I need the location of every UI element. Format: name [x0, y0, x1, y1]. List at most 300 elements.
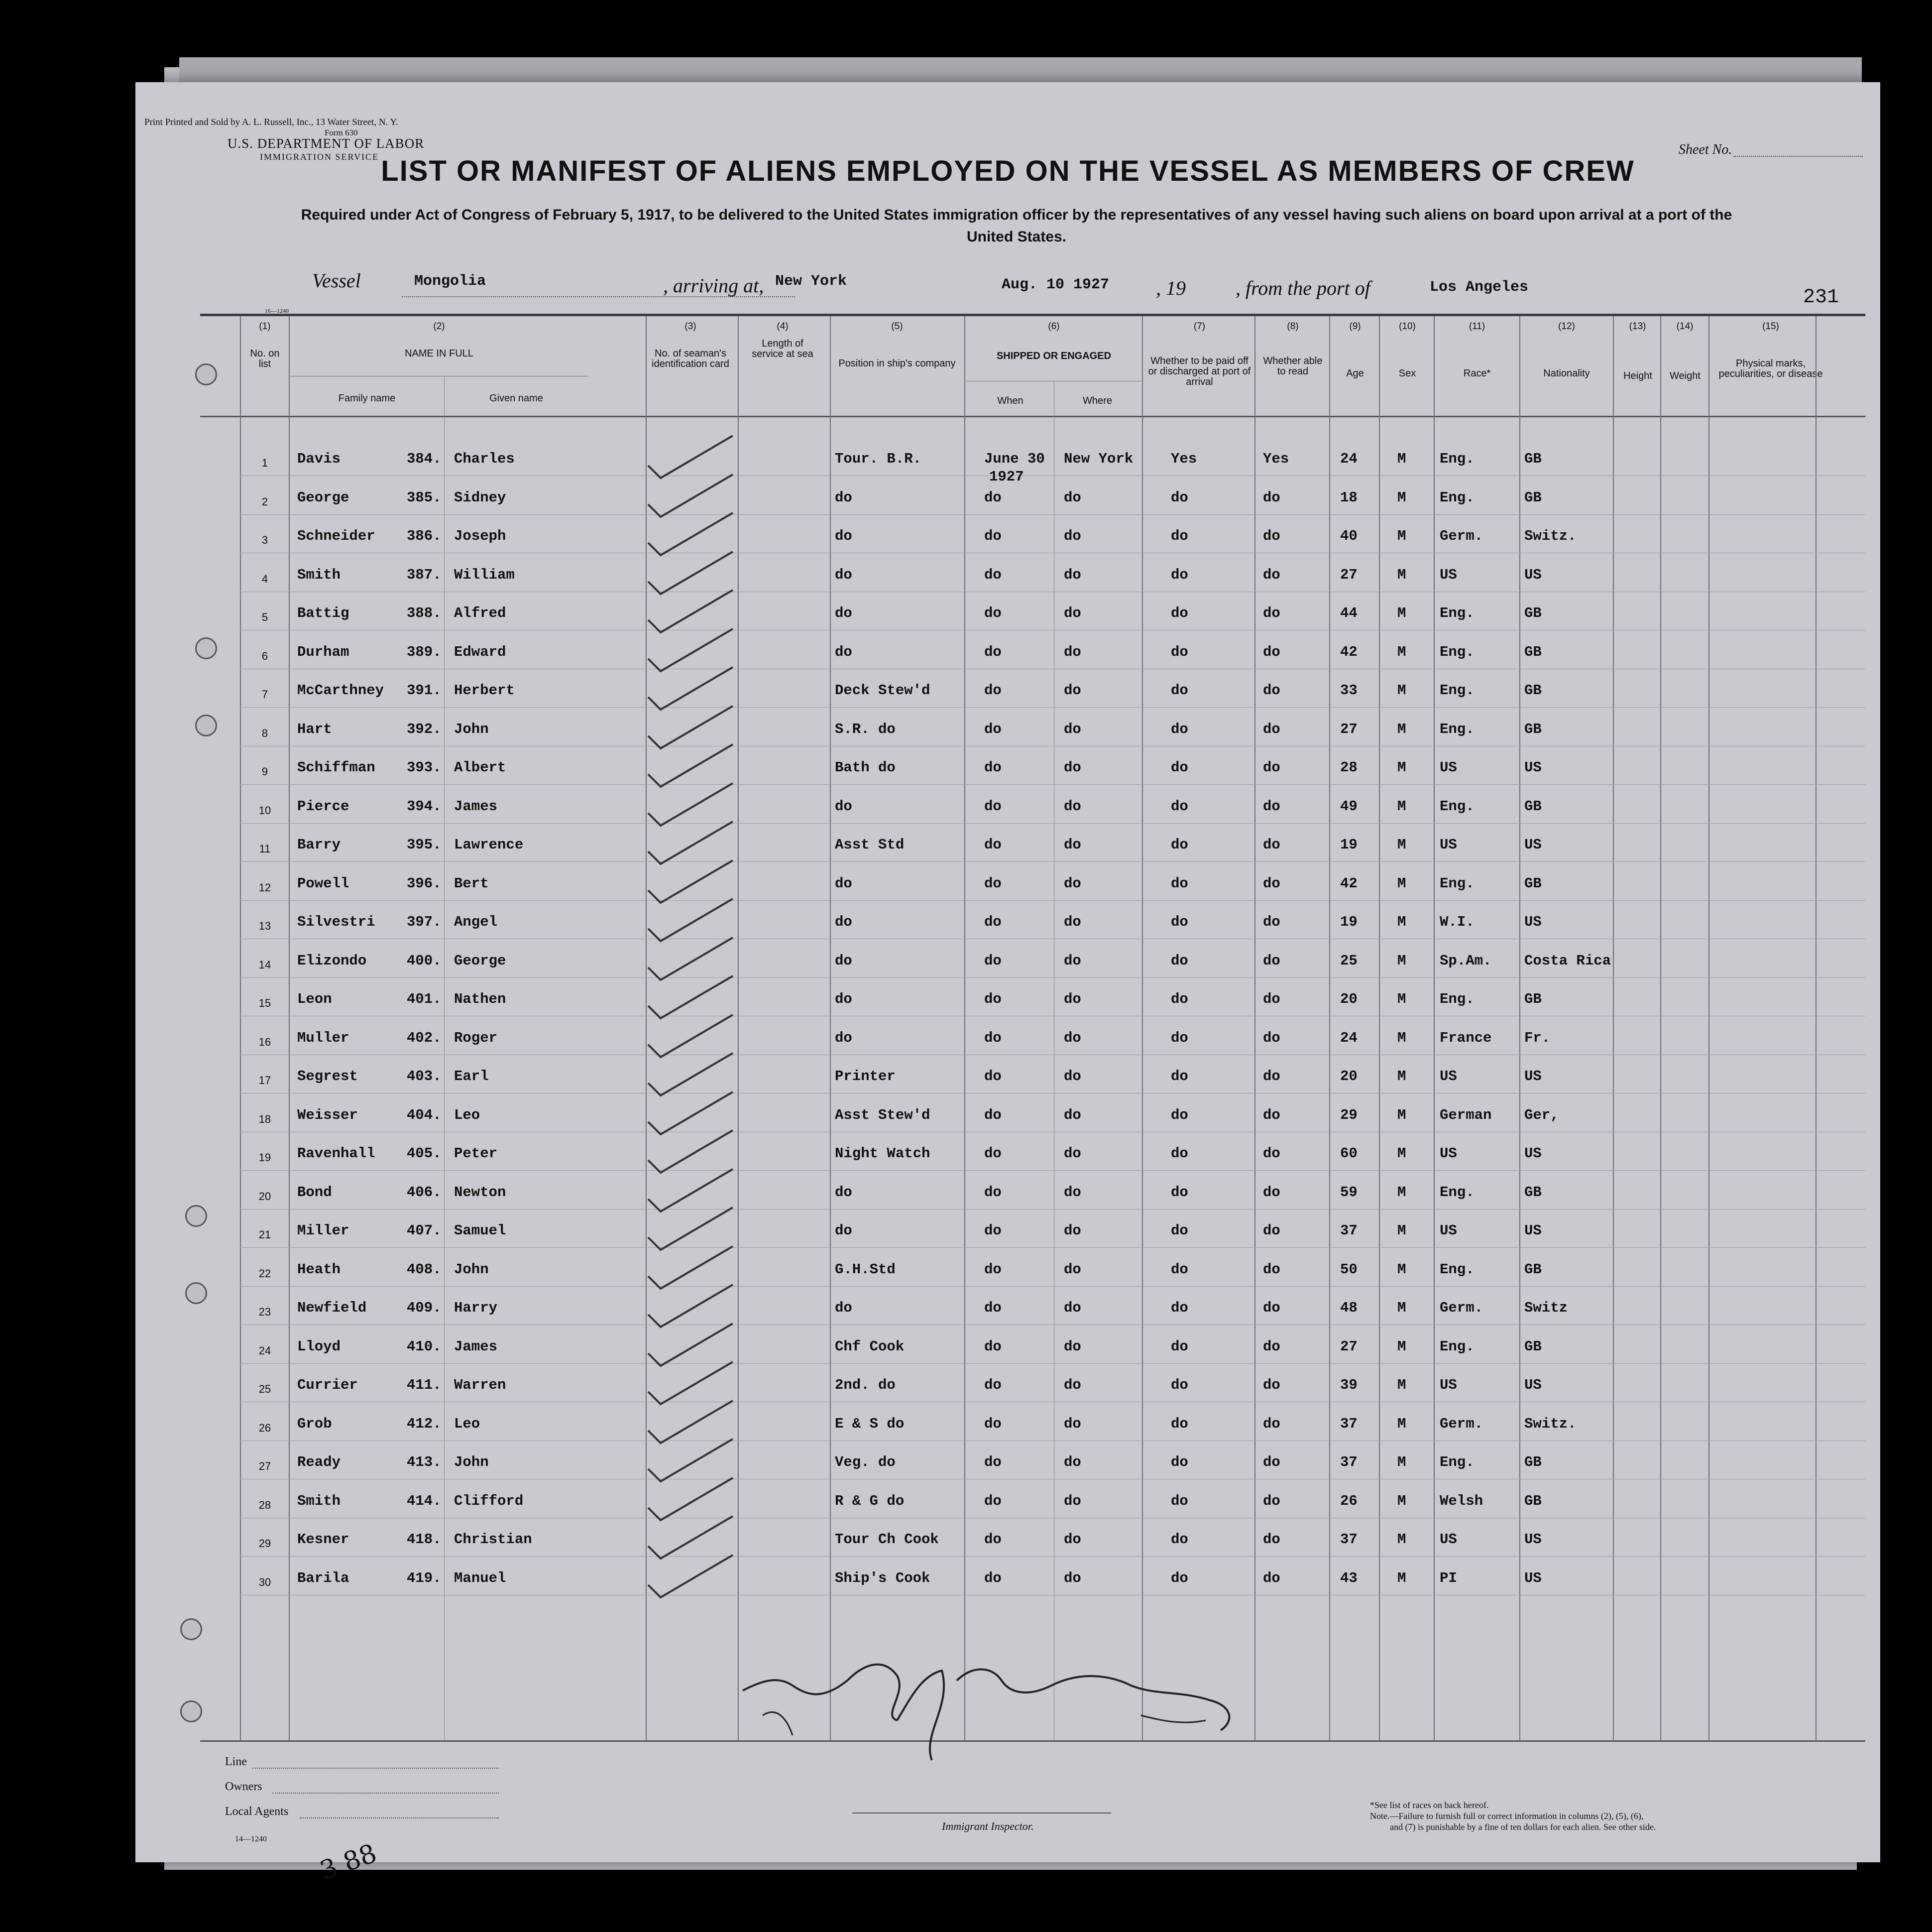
- col-line: [1379, 316, 1380, 1740]
- col14-header: Weight: [1670, 370, 1701, 381]
- race: US: [1440, 1531, 1457, 1548]
- race: Eng.: [1440, 682, 1475, 699]
- col-line: [1519, 316, 1520, 1740]
- row-rule: [240, 1556, 1865, 1557]
- row-number: 23: [258, 1306, 271, 1318]
- position: Tour. B.R.: [835, 451, 922, 467]
- shipped-when: do: [984, 1300, 1002, 1316]
- shipped-when: do: [984, 798, 1002, 815]
- sex: M: [1397, 1106, 1406, 1123]
- given-name: Albert: [454, 759, 506, 776]
- given-name: Newton: [454, 1184, 506, 1201]
- given-name: John: [454, 1454, 489, 1470]
- position: do: [835, 1300, 852, 1316]
- family-name: Smith: [297, 566, 341, 583]
- shipped-when: June 30: [984, 451, 1045, 467]
- age: 26: [1340, 1492, 1358, 1509]
- family-name: Elizondo: [297, 952, 367, 969]
- manifest-title: LIST OR MANIFEST OF ALIENS EMPLOYED ON THE VESSEL AS MEMBERS OF CREW: [381, 155, 1635, 187]
- age: 42: [1340, 643, 1358, 660]
- family-name: Schiffman: [297, 759, 375, 776]
- paid-off: do: [1171, 1492, 1188, 1509]
- age: 44: [1340, 605, 1358, 621]
- able-to-read: do: [1263, 952, 1280, 969]
- paid-off: do: [1171, 1570, 1188, 1586]
- col-line: [1816, 316, 1817, 1740]
- col-line: [1434, 316, 1435, 1740]
- race: Eng.: [1440, 643, 1475, 660]
- crew-number: 401.: [407, 991, 442, 1007]
- shipped-when: do: [984, 1184, 1002, 1201]
- shipped-where: New York: [1064, 451, 1134, 467]
- row-number: 9: [261, 765, 268, 778]
- sex: M: [1397, 489, 1406, 506]
- paid-off: do: [1171, 1261, 1188, 1278]
- position: do: [835, 798, 852, 815]
- col4-number: (4): [777, 321, 789, 332]
- shipped-where: do: [1064, 1338, 1081, 1355]
- paid-off: do: [1171, 1531, 1188, 1548]
- penalty-note-1: Note.—Failure to furnish full or correct information in columns (2), (5), (6),: [1370, 1811, 1644, 1821]
- able-to-read: do: [1263, 1377, 1280, 1393]
- row-number: 10: [258, 804, 271, 817]
- crew-number: 387.: [407, 566, 442, 583]
- family-name: Barila: [297, 1570, 349, 1586]
- position: do: [835, 1222, 852, 1239]
- shipped-where: do: [1064, 1145, 1081, 1162]
- sex: M: [1397, 528, 1406, 544]
- shipped-where: do: [1064, 798, 1081, 815]
- given-name: Manuel: [454, 1570, 506, 1586]
- row-number: 22: [258, 1267, 271, 1280]
- col-line: [1254, 316, 1255, 1740]
- race: Eng.: [1440, 451, 1475, 467]
- shipped-when: do: [984, 566, 1002, 583]
- crew-number: 388.: [407, 605, 442, 621]
- family-name: Silvestri: [297, 914, 375, 930]
- age: 43: [1340, 1570, 1358, 1586]
- family-name: Battig: [297, 605, 349, 621]
- family-name: Lloyd: [297, 1338, 341, 1355]
- paid-off: do: [1171, 1377, 1188, 1393]
- position: do: [835, 914, 852, 930]
- arriving-label: , arriving at,: [663, 274, 764, 297]
- age: 37: [1340, 1415, 1358, 1432]
- crew-number: 402.: [407, 1029, 442, 1046]
- shipped-where: do: [1064, 952, 1081, 969]
- sex: M: [1397, 1029, 1406, 1046]
- local-agents-field: [300, 1817, 499, 1818]
- paid-off: do: [1171, 1338, 1188, 1355]
- shipped-where: do: [1064, 605, 1081, 621]
- position: do: [835, 528, 852, 544]
- row-number: 7: [261, 688, 268, 701]
- crew-number: 386.: [407, 528, 442, 544]
- nationality: GB: [1524, 1184, 1542, 1201]
- col14-number: (14): [1676, 321, 1694, 332]
- shipped-when: do: [984, 643, 1002, 660]
- row-number: 30: [258, 1575, 271, 1588]
- col-line: [964, 316, 965, 1740]
- race: Eng.: [1440, 991, 1475, 1007]
- shipped-where: do: [1064, 1222, 1081, 1239]
- punch-hole: [180, 1700, 202, 1722]
- shipped-where: do: [1064, 1184, 1081, 1201]
- nationality: US: [1524, 914, 1542, 930]
- inspector-label: Immigrant Inspector.: [942, 1820, 1034, 1832]
- shipped-when: do: [984, 1261, 1002, 1278]
- given-name: Leo: [454, 1415, 480, 1432]
- sex: M: [1397, 1415, 1406, 1432]
- able-to-read: do: [1263, 566, 1280, 583]
- race: Eng.: [1440, 1261, 1475, 1278]
- position: Deck Stew'd: [835, 682, 930, 699]
- paid-off: do: [1171, 605, 1188, 621]
- given-name: Earl: [454, 1068, 489, 1085]
- crew-number: 407.: [407, 1222, 442, 1239]
- races-note: *See list of races on back hereof.: [1370, 1800, 1489, 1810]
- age: 48: [1340, 1300, 1358, 1316]
- crew-number: 411.: [407, 1377, 442, 1393]
- given-name: Alfred: [454, 605, 506, 621]
- position: do: [835, 566, 852, 583]
- sex: M: [1397, 1145, 1406, 1162]
- family-name: Bond: [297, 1184, 332, 1201]
- given-name: Angel: [454, 914, 498, 930]
- shipped-when: do: [984, 1492, 1002, 1509]
- position: Asst Std: [835, 837, 905, 853]
- race: US: [1440, 1068, 1457, 1085]
- row-number: 8: [261, 726, 268, 739]
- footer-form-code: 14—1240: [235, 1835, 267, 1843]
- col-line: [240, 316, 241, 1740]
- able-to-read: do: [1263, 991, 1280, 1007]
- family-name: Durham: [297, 643, 349, 660]
- row-number: 11: [259, 843, 271, 855]
- shipped-when: do: [984, 489, 1002, 506]
- age: 40: [1340, 528, 1358, 544]
- able-to-read: do: [1263, 489, 1280, 506]
- row-number: 20: [258, 1190, 271, 1203]
- punch-hole: [195, 363, 217, 385]
- age: 20: [1340, 1068, 1358, 1085]
- col3-number: (3): [684, 321, 696, 332]
- sex: M: [1397, 759, 1406, 776]
- print-prefix: Print: [144, 117, 163, 127]
- nationality: GB: [1524, 643, 1542, 660]
- row-number: 18: [258, 1112, 271, 1125]
- punch-hole: [195, 637, 217, 659]
- crew-number: 393.: [407, 759, 442, 776]
- row-number: 25: [258, 1383, 271, 1395]
- owners-field: [272, 1793, 499, 1794]
- able-to-read: do: [1263, 605, 1280, 621]
- local-agents-label: Local Agents: [225, 1805, 289, 1818]
- col-line: [830, 316, 831, 1740]
- shipped-when: do: [984, 1145, 1002, 1162]
- shipped-where: do: [1064, 643, 1081, 660]
- owners-label: Owners: [225, 1780, 262, 1793]
- sex: M: [1397, 914, 1406, 930]
- race: US: [1440, 837, 1457, 853]
- shipped-where: do: [1064, 1106, 1081, 1123]
- nationality: GB: [1524, 991, 1542, 1007]
- col9-number: (9): [1349, 321, 1361, 332]
- able-to-read: do: [1263, 1338, 1280, 1355]
- paid-off: do: [1171, 952, 1188, 969]
- page-number: 231: [1803, 286, 1839, 309]
- shipped-when: do: [984, 605, 1002, 621]
- nationality: US: [1524, 1068, 1542, 1085]
- position: S.R. do: [835, 721, 896, 737]
- shipped-where: do: [1064, 1415, 1081, 1432]
- row-rule: [240, 977, 1865, 978]
- shipped-where: do: [1064, 528, 1081, 544]
- paid-off: do: [1171, 1106, 1188, 1123]
- race: US: [1440, 1377, 1457, 1393]
- col13-header: Height: [1623, 370, 1652, 381]
- nationality: Ger,: [1524, 1106, 1559, 1123]
- shipped-when: do: [984, 1570, 1002, 1586]
- crew-number: 392.: [407, 721, 442, 737]
- family-name: Kesner: [297, 1531, 349, 1548]
- family-name: George: [297, 489, 349, 506]
- col15-number: (15): [1762, 321, 1779, 332]
- race: Germ.: [1440, 528, 1483, 544]
- nationality: US: [1524, 1377, 1542, 1393]
- shipped-when: do: [984, 914, 1002, 930]
- sex: M: [1397, 1492, 1406, 1509]
- able-to-read: do: [1263, 914, 1280, 930]
- family-name: McCarthney: [297, 682, 384, 699]
- year-label: , 19: [1156, 277, 1186, 299]
- sex: M: [1397, 1184, 1406, 1201]
- col4-header: Length of service at sea: [752, 338, 813, 360]
- sex: M: [1397, 952, 1406, 969]
- col2-number: (2): [433, 321, 445, 332]
- sex: M: [1397, 643, 1406, 660]
- race: Eng.: [1440, 721, 1475, 737]
- shipped-where: do: [1064, 1261, 1081, 1278]
- paid-off: Yes: [1171, 451, 1197, 467]
- sex: M: [1397, 798, 1406, 815]
- nationality: US: [1524, 566, 1542, 583]
- row-number: 3: [261, 534, 268, 546]
- family-name: Ravenhall: [297, 1145, 375, 1162]
- crew-number: 397.: [407, 914, 442, 930]
- row-rule: [240, 707, 1865, 708]
- row-number: 27: [258, 1460, 271, 1472]
- position: Bath do: [835, 759, 896, 776]
- crew-number: 385.: [407, 489, 442, 506]
- nationality: GB: [1524, 489, 1542, 506]
- family-name: Currier: [297, 1377, 358, 1393]
- able-to-read: do: [1263, 759, 1280, 776]
- able-to-read: do: [1263, 682, 1280, 699]
- nationality: GB: [1524, 451, 1542, 467]
- shipped-where: do: [1064, 991, 1081, 1007]
- crew-number: 412.: [407, 1415, 442, 1432]
- shipped-where: do: [1064, 721, 1081, 737]
- race: Welsh: [1440, 1492, 1483, 1509]
- shipped-where: do: [1064, 1377, 1081, 1393]
- position: do: [835, 952, 852, 969]
- paid-off: do: [1171, 682, 1188, 699]
- row-number: 29: [258, 1537, 271, 1550]
- race: Eng.: [1440, 798, 1475, 815]
- age: 20: [1340, 991, 1358, 1007]
- col2-given-header: Given name: [489, 393, 543, 404]
- age: 25: [1340, 952, 1358, 969]
- race: W.I.: [1440, 914, 1475, 930]
- able-to-read: do: [1263, 1300, 1280, 1316]
- row-number: 17: [258, 1074, 271, 1087]
- col5-number: (5): [891, 321, 903, 332]
- row-number: 4: [261, 572, 268, 585]
- col-line: [444, 376, 445, 1740]
- header-bottom-rule: [200, 416, 1865, 417]
- punch-hole: [185, 1282, 207, 1304]
- given-name: Lawrence: [454, 837, 524, 853]
- row-rule: [240, 823, 1865, 824]
- paid-off: do: [1171, 837, 1188, 853]
- col6-when-header: When: [997, 395, 1023, 406]
- row-number: 14: [258, 958, 271, 971]
- paid-off: do: [1171, 489, 1188, 506]
- nationality: US: [1524, 1145, 1542, 1162]
- shipped-where: do: [1064, 1068, 1081, 1085]
- family-name: Pierce: [297, 798, 349, 815]
- able-to-read: do: [1263, 721, 1280, 737]
- col-line: [1708, 316, 1709, 1740]
- race: Eng.: [1440, 1184, 1475, 1201]
- row-number: 13: [258, 920, 271, 932]
- sex: M: [1397, 1377, 1406, 1393]
- age: 39: [1340, 1377, 1358, 1393]
- crew-number: 389.: [407, 643, 442, 660]
- crew-number: 418.: [407, 1531, 442, 1548]
- shipped-when: do: [984, 952, 1002, 969]
- family-name: Leon: [297, 991, 332, 1007]
- family-name: Hart: [297, 721, 332, 737]
- small-code: 16—1240: [265, 307, 289, 314]
- row-number: 19: [258, 1151, 271, 1164]
- race: US: [1440, 1145, 1457, 1162]
- shipped-when: do: [984, 837, 1002, 853]
- position: do: [835, 1029, 852, 1046]
- row-rule: [240, 1363, 1865, 1364]
- able-to-read: do: [1263, 1106, 1280, 1123]
- given-name: John: [454, 1261, 489, 1278]
- age: 60: [1340, 1145, 1358, 1162]
- position: Ship's Cook: [835, 1570, 930, 1586]
- vessel-label: Vessel: [312, 269, 361, 292]
- race: US: [1440, 759, 1457, 776]
- nationality: US: [1524, 1531, 1542, 1548]
- age: 50: [1340, 1261, 1358, 1278]
- race: Eng.: [1440, 489, 1475, 506]
- col-line: [289, 316, 290, 1740]
- nationality: US: [1524, 1570, 1542, 1586]
- col1-number: (1): [259, 321, 271, 332]
- crew-number: 395.: [407, 837, 442, 853]
- race: Eng.: [1440, 1338, 1475, 1355]
- position: E & S do: [835, 1415, 905, 1432]
- given-name: Sidney: [454, 489, 506, 506]
- given-name: Samuel: [454, 1222, 506, 1239]
- family-name: Powell: [297, 875, 349, 892]
- nationality: Switz.: [1524, 1415, 1577, 1432]
- paid-off: do: [1171, 875, 1188, 892]
- requirement-text: Required under Act of Congress of February 5, 1917, to be delivered to the United States immigration officer by the representatives of any vessel having such aliens on board upon arrival at a port of the United States.: [301, 207, 1732, 245]
- from-port: Los Angeles: [1430, 279, 1529, 296]
- col-line: [1613, 316, 1614, 1740]
- col12-header: Nationality: [1543, 368, 1590, 379]
- shipped-when: do: [984, 721, 1002, 737]
- given-name: William: [454, 566, 515, 583]
- sex: M: [1397, 566, 1406, 583]
- age: 18: [1340, 489, 1358, 506]
- col6-number: (6): [1048, 321, 1060, 332]
- nationality: GB: [1524, 605, 1542, 621]
- shipped-where: do: [1064, 759, 1081, 776]
- race: Eng.: [1440, 1454, 1475, 1470]
- given-name: Roger: [454, 1029, 498, 1046]
- col7-header: Whether to be paid off or discharged at port of arrival: [1148, 356, 1251, 387]
- sheet-number-label: Sheet No.: [1679, 142, 1732, 157]
- vessel-name: Mongolia: [414, 273, 486, 290]
- able-to-read: do: [1263, 1145, 1280, 1162]
- row-rule: [240, 1170, 1865, 1171]
- given-name: Peter: [454, 1145, 498, 1162]
- row-rule: [240, 784, 1865, 785]
- arriving-port: New York: [775, 273, 847, 290]
- sex: M: [1397, 837, 1406, 853]
- crew-number: 419.: [407, 1570, 442, 1586]
- able-to-read: do: [1263, 643, 1280, 660]
- printer-info: [144, 117, 398, 128]
- nationality: Switz.: [1524, 528, 1577, 544]
- given-name: Leo: [454, 1106, 480, 1123]
- nationality: GB: [1524, 1261, 1542, 1278]
- paid-off: do: [1171, 1415, 1188, 1432]
- nationality: Switz: [1524, 1300, 1568, 1316]
- family-name: Weisser: [297, 1106, 358, 1123]
- shipped-where: do: [1064, 489, 1081, 506]
- row-number: 15: [258, 997, 271, 1009]
- position: do: [835, 605, 852, 621]
- family-name: Smith: [297, 1492, 341, 1509]
- paid-off: do: [1171, 1184, 1188, 1201]
- shipped-where: do: [1064, 1300, 1081, 1316]
- family-name: Davis: [297, 451, 341, 467]
- row-rule: [240, 514, 1865, 515]
- paid-off: do: [1171, 1454, 1188, 1470]
- able-to-read: do: [1263, 1029, 1280, 1046]
- crew-number: 409.: [407, 1300, 442, 1316]
- nationality: GB: [1524, 798, 1542, 815]
- col5-header: Position in ship's company: [838, 358, 956, 369]
- crew-number: 410.: [407, 1338, 442, 1355]
- position: Night Watch: [835, 1145, 930, 1162]
- col10-header: Sex: [1398, 368, 1416, 379]
- col6-where-header: Where: [1083, 395, 1112, 406]
- crew-number: 396.: [407, 875, 442, 892]
- col10-number: (10): [1399, 321, 1416, 332]
- position: G.H.Std: [835, 1261, 896, 1278]
- crew-number: 404.: [407, 1106, 442, 1123]
- crew-number: 414.: [407, 1492, 442, 1509]
